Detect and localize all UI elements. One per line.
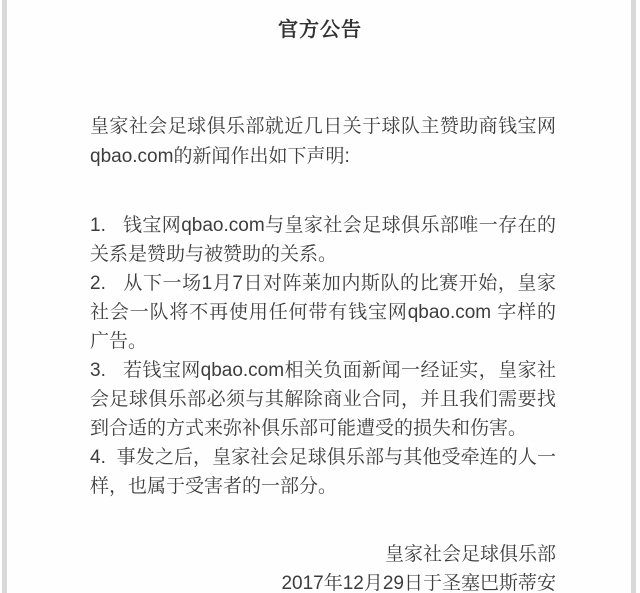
intro-paragraph: 皇家社会足球俱乐部就近几日关于球队主赞助商钱宝网qbao.com的新闻作出如下声明: (90, 116, 556, 167)
page-right-edge (631, 0, 636, 593)
signature-date-place: 2017年12月29日于圣塞巴斯蒂安 (281, 573, 556, 593)
statement-item-1: 1. 钱宝网qbao.com与皇家社会足球俱乐部唯一存在的关系是赞助与被赞助的关系。 (90, 215, 556, 265)
statement-list (90, 211, 556, 501)
page-title: 官方公告 (278, 19, 362, 41)
statement-item-4: 4. 事发之后，皇家社会足球俱乐部与其他受牵连的人一样，也属于受害者的一部分。 (90, 447, 556, 497)
page-left-edge (2, 0, 7, 593)
signature-name: 皇家社会足球俱乐部 (384, 544, 556, 565)
signature-block (90, 540, 556, 593)
statement-item-3: 3. 若钱宝网qbao.com相关负面新闻一经证实，皇家社会足球俱乐部必须与其解除商业合同，并且我们需要找到合适的方式来弥补俱乐部可能遭受的损失和伤害。 (90, 360, 556, 439)
statement-item-2: 2. 从下一场1月7日对阵莱加内斯队的比赛开始，皇家社会一队将不再使用任何带有钱宝网qbao.com 字样的广告。 (90, 273, 556, 352)
